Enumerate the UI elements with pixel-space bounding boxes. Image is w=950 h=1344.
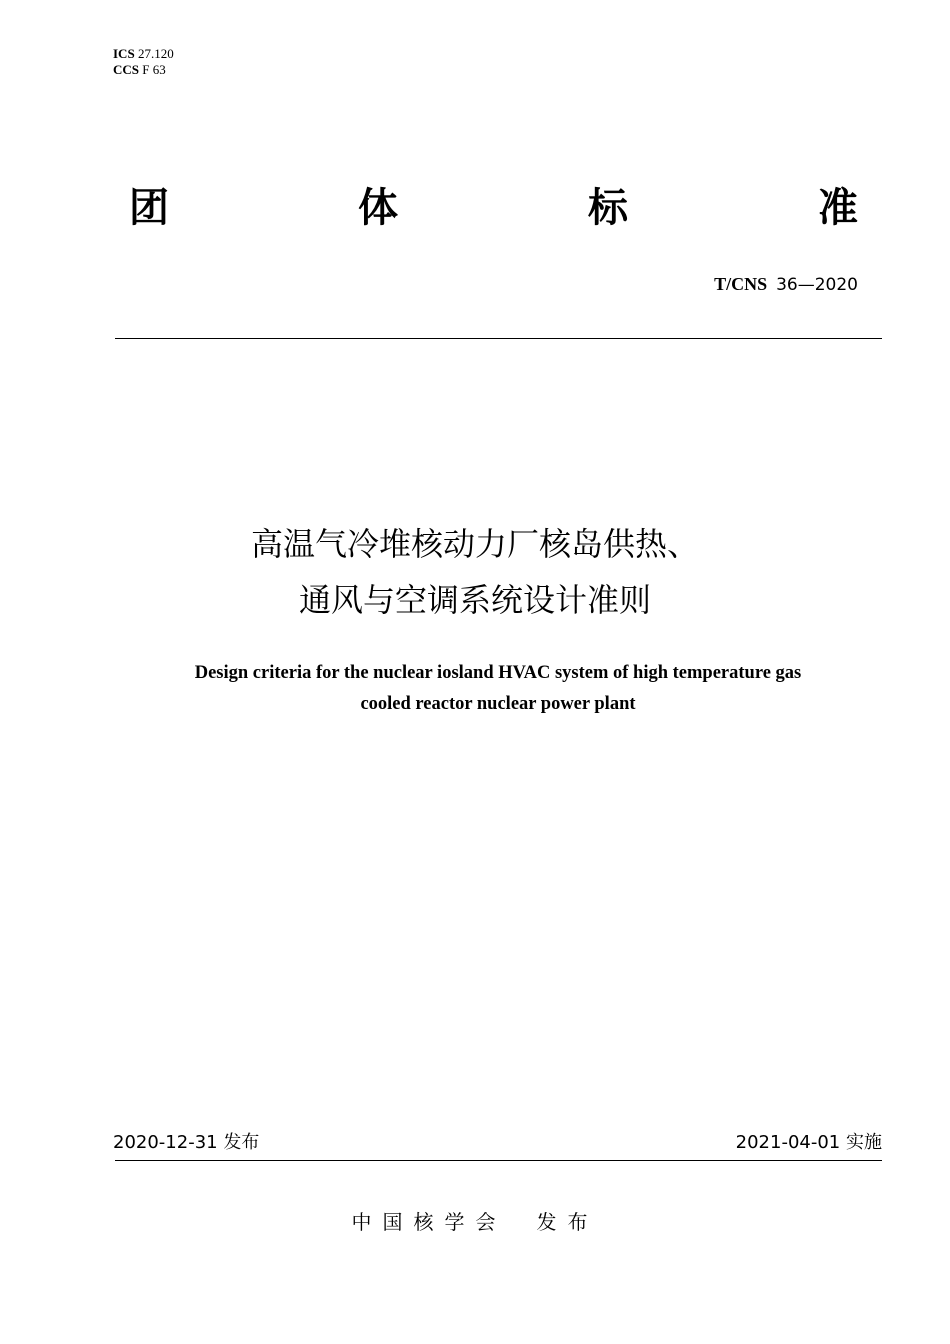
bottom-divider	[115, 1160, 882, 1161]
ics-code: ICS 27.120	[113, 46, 174, 61]
classification-codes	[113, 46, 174, 78]
ccs-code: CCS F 63	[113, 62, 166, 77]
issue-date: 2020-12-31 发布	[113, 1132, 260, 1153]
title-en-line-1: Design criteria for the nuclear iosland HVAC system of high temperature gas	[194, 663, 802, 683]
standard-number: T/CNS 36—2020	[714, 274, 858, 295]
standard-type-char-1: 团	[129, 185, 169, 231]
implement-date: 2021-04-01 实施	[735, 1132, 882, 1153]
title-cn-line-2: 通风与空调系统设计准则	[298, 581, 651, 619]
publisher-action: 发布	[536, 1210, 599, 1234]
standard-type-char-3: 标	[588, 185, 628, 231]
publisher	[0, 1208, 950, 1236]
title-en-line-2: cooled reactor nuclear power plant	[360, 694, 636, 714]
top-divider	[115, 338, 882, 339]
publisher-name: 中国核学会	[351, 1210, 507, 1234]
standard-type-char-2: 体	[358, 185, 398, 231]
title-cn-line-1: 高温气冷堆核动力厂核岛供热、	[250, 525, 699, 563]
standard-type-char-4: 准	[818, 185, 858, 231]
